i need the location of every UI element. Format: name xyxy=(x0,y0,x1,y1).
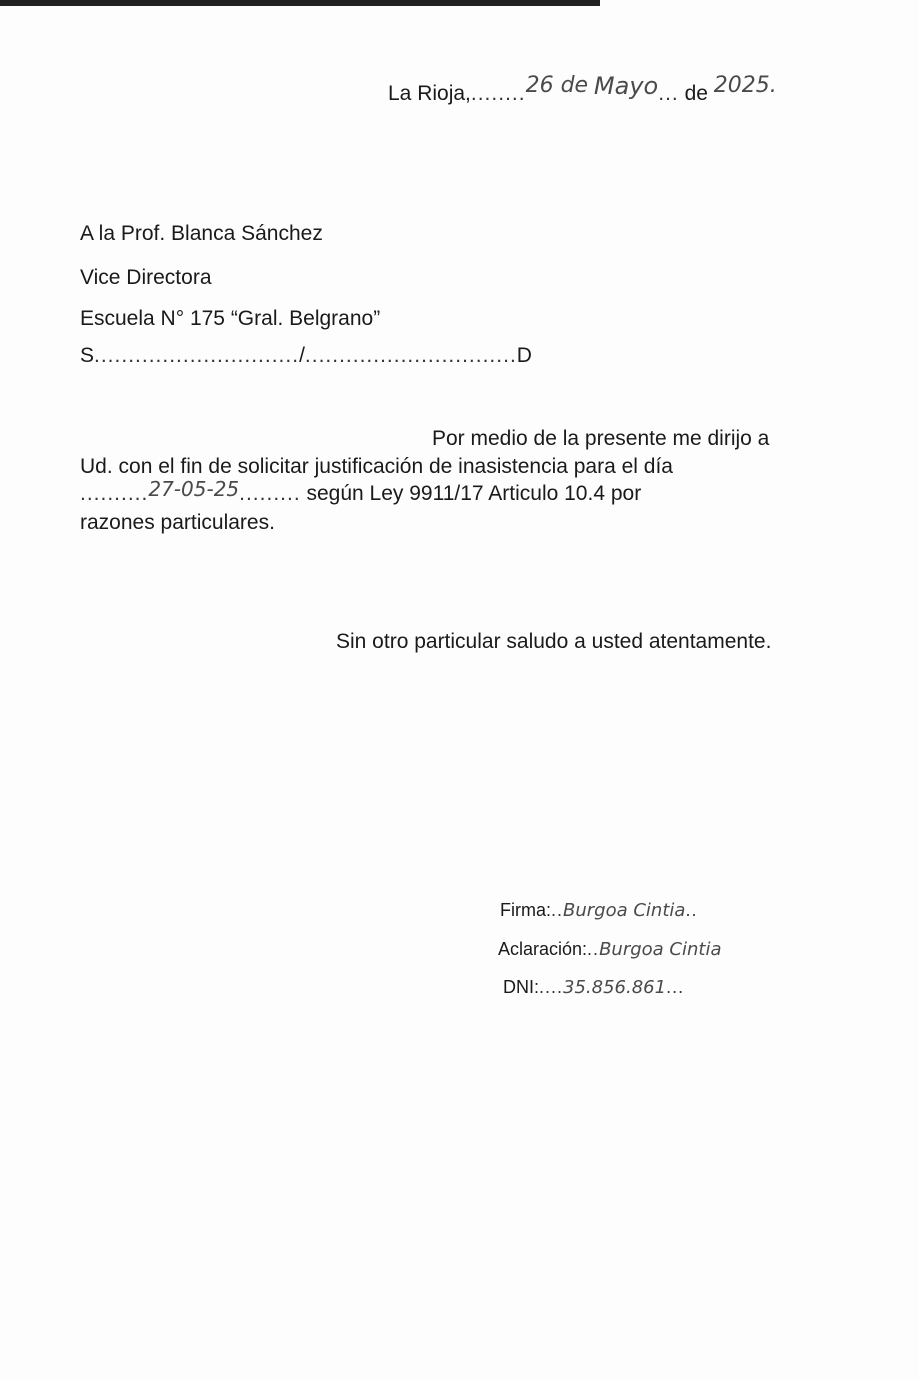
date-month: Mayo xyxy=(593,72,659,100)
date-line: La Rioja,........26 de Mayo... de 2025. xyxy=(388,72,777,105)
body-line-1: Por medio de la presente me dirijo a xyxy=(432,427,770,450)
date-dots: ........ xyxy=(470,82,526,105)
body-line-3-rest: según Ley 9911/17 Articulo 10.4 por xyxy=(306,482,642,505)
aclaracion-line: Aclaración:..Burgoa Cintia xyxy=(498,939,722,960)
closing-line: Sin otro particular saludo a usted atentamente. xyxy=(336,630,772,653)
date-year: 2025. xyxy=(713,73,777,98)
dni-label: DNI: xyxy=(503,977,539,997)
body-line-3: ..........27-05-25......... según Ley 9911/17 Articulo 10.4 por xyxy=(80,477,642,505)
body-line-2: Ud. con el fin de solicitar justificación de inasistencia para el día xyxy=(80,455,673,478)
aclaracion-label: Aclaración: xyxy=(498,939,588,959)
place-label: La Rioja, xyxy=(388,82,471,105)
aclaracion-value: Burgoa Cintia xyxy=(599,939,722,960)
sd-end: D xyxy=(516,344,532,367)
date-day: 26 de xyxy=(525,73,589,98)
addressee-name: A la Prof. Blanca Sánchez xyxy=(80,222,323,245)
firma-signature: Burgoa Cintia xyxy=(563,900,686,921)
date-connector: de xyxy=(684,82,708,105)
sd-slash: / xyxy=(299,344,305,367)
addressee-school: Escuela N° 175 “Gral. Belgrano” xyxy=(80,307,381,330)
dni-line: DNI:....35.856.861... xyxy=(503,977,685,998)
dni-value: 35.856.861 xyxy=(563,977,667,998)
absence-date: 27-05-25 xyxy=(148,477,240,501)
firma-line: Firma:..Burgoa Cintia.. xyxy=(500,900,698,921)
sd-start: S xyxy=(80,344,95,367)
body-line-4: razones particulares. xyxy=(80,511,275,534)
firma-label: Firma: xyxy=(500,900,551,920)
addressee-sd-line: S............................../...............................D xyxy=(80,344,532,367)
page-top-edge xyxy=(0,0,600,6)
addressee-role: Vice Directora xyxy=(80,266,212,289)
